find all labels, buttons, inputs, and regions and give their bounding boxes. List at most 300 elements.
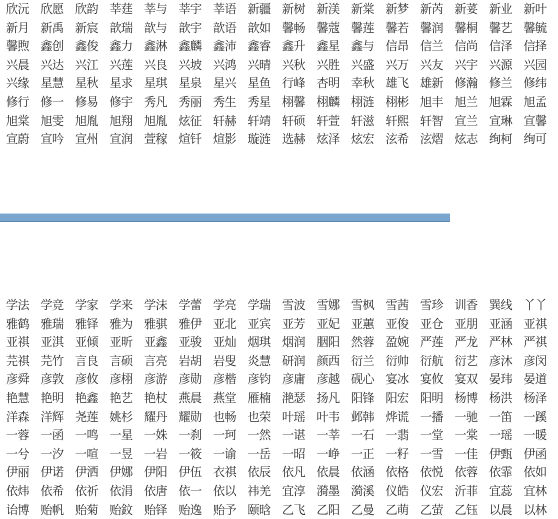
name-cell: 鑫睿 [248, 37, 283, 56]
name-cell: 耀丹 [144, 408, 179, 427]
name-cell: 耀勋 [179, 408, 214, 427]
name-cell: 亚灿 [213, 333, 248, 352]
name-cell: 亚昕 [110, 333, 145, 352]
name-cell: 宣琳 [489, 112, 524, 131]
name-cell: 以林 [524, 501, 558, 519]
name-cell: 炎慧 [248, 352, 283, 371]
name-row [6, 463, 446, 482]
name-cell: 彦舜 [6, 370, 41, 389]
name-cell: 伊甄 [489, 445, 524, 464]
name-cell: 宣吟 [41, 130, 76, 149]
name-cell: 雅瑞 [41, 315, 76, 334]
name-cell: 艳艺 [110, 389, 145, 408]
name-cell: 依格 [386, 463, 421, 482]
name-cell: 一岳 [248, 445, 283, 464]
name-cell: 洋森 [6, 408, 41, 427]
name-cell: 新宸 [75, 19, 110, 38]
name-cell: 泫希 [386, 130, 421, 149]
name-grid-top [6, 0, 446, 149]
name-cell: 旭胤 [144, 112, 179, 131]
name-cell: 栩彬 [386, 93, 421, 112]
name-cell: 亚涵 [489, 315, 524, 334]
name-row [6, 333, 446, 352]
name-cell: 叶瑶 [282, 408, 317, 427]
name-cell: 贻帆 [41, 501, 76, 519]
name-cell: 以晨 [489, 501, 524, 519]
name-cell: 星秋 [75, 74, 110, 93]
name-cell: 星求 [110, 74, 145, 93]
name-cell: 一汐 [41, 445, 76, 464]
name-cell: 一蹊 [524, 408, 558, 427]
name-cell: 伊函 [524, 445, 558, 464]
name-cell: 贻菊 [75, 501, 110, 519]
name-cell: 亚鑫 [144, 333, 179, 352]
name-cell: 新业 [489, 0, 524, 19]
name-cell: 修宇 [110, 93, 145, 112]
name-cell: 也畅 [213, 408, 248, 427]
name-cell: 学家 [75, 296, 110, 315]
name-cell: 歆与 [144, 19, 179, 38]
name-cell: 依涓 [110, 482, 145, 501]
name-cell: 衍航 [420, 352, 455, 371]
name-row [6, 19, 446, 38]
name-cell: 严祺 [524, 333, 558, 352]
name-cell: 依唐 [144, 482, 179, 501]
name-row [6, 315, 446, 334]
name-cell: 炫泽 [317, 130, 352, 149]
name-cell: 璇涟 [248, 130, 283, 149]
name-cell: 岩叟 [213, 352, 248, 371]
name-row [6, 389, 446, 408]
name-cell: 一函 [41, 426, 76, 445]
name-cell: 宴双 [455, 370, 490, 389]
name-cell: 新月 [6, 19, 41, 38]
name-cell: 亚仓 [420, 315, 455, 334]
name-row [6, 501, 446, 519]
name-cell: 烟琪 [248, 333, 283, 352]
name-cell: 彦楷 [213, 370, 248, 389]
name-cell: 新梦 [386, 0, 421, 19]
name-cell: 乙飞 [282, 501, 317, 519]
name-cell: 旭丰 [420, 93, 455, 112]
name-cell: 幸秋 [351, 74, 386, 93]
name-cell: 栩涟 [351, 93, 386, 112]
name-cell: 言良 [75, 352, 110, 371]
name-cell: 鑫星 [317, 37, 352, 56]
name-cell: 馨蔻 [317, 19, 352, 38]
name-cell: 贻铎 [144, 501, 179, 519]
name-cell: 秀星 [248, 93, 283, 112]
name-cell: 旭雯 [41, 112, 76, 131]
name-cell: 轩硕 [282, 112, 317, 131]
name-cell: 颐晗 [248, 501, 283, 519]
name-cell: 乙萤 [420, 501, 455, 519]
name-cell: 也荣 [248, 408, 283, 427]
name-cell: 芫竹 [41, 352, 76, 371]
name-cell: 诒博 [6, 501, 41, 519]
name-cell: 轩智 [420, 112, 455, 131]
name-cell: 星琪 [144, 74, 179, 93]
name-cell: 鑫淋 [144, 37, 179, 56]
name-cell: 雄新 [420, 74, 455, 93]
name-cell: 兴宇 [455, 56, 490, 75]
name-cell: 彦庸 [282, 370, 317, 389]
name-cell: 伊伍 [179, 463, 214, 482]
name-cell: 乙阳 [317, 501, 352, 519]
name-cell: 衍帅 [386, 352, 421, 371]
name-cell: 馨若 [386, 19, 421, 38]
name-cell: 旭棠 [6, 112, 41, 131]
name-cell: 胭阳 [317, 333, 352, 352]
name-cell: 一谌 [282, 426, 317, 445]
name-cell: 彦钧 [248, 370, 283, 389]
name-row [6, 56, 446, 75]
name-cell: 艳明 [41, 389, 76, 408]
name-cell: 亚朋 [455, 315, 490, 334]
name-cell: 言亮 [144, 352, 179, 371]
name-cell: 旭胤 [75, 112, 110, 131]
name-cell: 彦沐 [489, 352, 524, 371]
name-cell: 馨润 [420, 19, 455, 38]
name-cell: 依希 [41, 482, 76, 501]
name-cell: 洋辉 [41, 408, 76, 427]
name-cell: 鑫力 [110, 37, 145, 56]
name-cell: 秀生 [213, 93, 248, 112]
name-cell: 新树 [282, 0, 317, 19]
name-cell: 欣沅 [6, 0, 41, 19]
name-cell: 莘莛 [110, 0, 145, 19]
name-cell: 衣祺 [213, 463, 248, 482]
name-cell: 一籽 [386, 445, 421, 464]
name-cell: 欣愿 [41, 0, 76, 19]
name-row [6, 352, 446, 371]
name-cell: 亚蕙 [351, 315, 386, 334]
name-cell: 学来 [110, 296, 145, 315]
name-cell: 依晨 [317, 463, 352, 482]
name-cell: 杏明 [317, 74, 352, 93]
name-cell: 巽线 [489, 296, 524, 315]
name-cell: 一兮 [6, 445, 41, 464]
name-cell: 兴源 [489, 56, 524, 75]
name-cell: 秀凡 [144, 93, 179, 112]
name-cell: 漪溪 [351, 482, 386, 501]
name-cell: 兴良 [144, 56, 179, 75]
name-cell: 兴坡 [179, 56, 214, 75]
name-cell: 学蕾 [179, 296, 214, 315]
name-cell: 阳锋 [351, 389, 386, 408]
name-cell: 新荽 [455, 0, 490, 19]
name-cell: 雅为 [110, 315, 145, 334]
name-cell: 一刹 [179, 426, 214, 445]
name-cell: 一峥 [317, 445, 352, 464]
name-cell: 兴园 [524, 56, 558, 75]
name-cell: 彦攸 [75, 370, 110, 389]
name-cell: 宜淳 [282, 482, 317, 501]
name-cell: 修瀚 [455, 74, 490, 93]
name-cell: 鑫创 [41, 37, 76, 56]
name-cell: 歆如 [248, 19, 283, 38]
name-cell: 艳鑫 [75, 389, 110, 408]
name-cell: 泫熠 [420, 130, 455, 149]
name-cell: 彦越 [317, 370, 352, 389]
name-cell: 雪珍 [420, 296, 455, 315]
name-cell: 雪茜 [386, 296, 421, 315]
name-cell: 雪枫 [351, 296, 386, 315]
name-cell: 一岩 [144, 445, 179, 464]
name-cell: 兴晴 [248, 56, 283, 75]
name-cell: 雅铎 [75, 315, 110, 334]
name-cell: 一星 [110, 426, 145, 445]
name-cell: 旭孟 [524, 93, 558, 112]
name-grid-bottom [6, 296, 446, 519]
name-cell: 馨艺 [489, 19, 524, 38]
name-cell: 贻逸 [179, 501, 214, 519]
name-cell: 炫志 [455, 130, 490, 149]
name-cell: 杨洪 [489, 389, 524, 408]
name-cell: 新芮 [420, 0, 455, 19]
name-cell: 乙钰 [455, 501, 490, 519]
name-cell: 兴晨 [6, 56, 41, 75]
name-cell: 芫祺 [6, 352, 41, 371]
name-cell: 烨谎 [386, 408, 421, 427]
name-cell: 亚宾 [248, 315, 283, 334]
name-cell: 轩熙 [386, 112, 421, 131]
name-cell: 伊诺 [41, 463, 76, 482]
name-cell: 伊阳 [144, 463, 179, 482]
name-cell: 宜林 [524, 482, 558, 501]
name-cell: 旭兰 [455, 93, 490, 112]
name-cell: 秀丽 [179, 93, 214, 112]
name-cell: 行峰 [282, 74, 317, 93]
name-cell: 一堂 [420, 426, 455, 445]
name-cell: 伊娜 [110, 463, 145, 482]
name-cell: 丫丫 [524, 296, 558, 315]
name-row [6, 112, 446, 131]
name-row [6, 296, 446, 315]
name-cell: 鑫与 [351, 37, 386, 56]
name-row [6, 445, 446, 464]
name-cell: 旭翔 [110, 112, 145, 131]
name-cell: 扬凡 [317, 389, 352, 408]
name-cell: 炫征 [179, 112, 214, 131]
name-cell: 信泽 [489, 37, 524, 56]
name-cell: 兴莲 [110, 56, 145, 75]
name-cell: 一棠 [455, 426, 490, 445]
name-cell: 雅骐 [144, 315, 179, 334]
name-cell: 歆语 [213, 19, 248, 38]
name-cell: 宴攸 [420, 370, 455, 389]
name-cell: 尧莲 [75, 408, 110, 427]
name-cell: 馨莲 [351, 19, 386, 38]
name-cell: 新叶 [524, 0, 558, 19]
name-cell: 一喧 [75, 445, 110, 464]
name-cell: 鑫俊 [75, 37, 110, 56]
name-cell: 艳杖 [144, 389, 179, 408]
name-cell: 雅伊 [179, 315, 214, 334]
name-cell: 信尚 [455, 37, 490, 56]
name-cell: 严龙 [455, 333, 490, 352]
name-cell: 依涵 [351, 463, 386, 482]
name-cell: 信择 [524, 37, 558, 56]
name-cell: 新禹 [41, 19, 76, 38]
name-cell: 严林 [489, 333, 524, 352]
name-cell: 叶韦 [317, 408, 352, 427]
name-cell: 雪娜 [317, 296, 352, 315]
name-cell: 兴缘 [6, 74, 41, 93]
name-cell: 歆宇 [179, 19, 214, 38]
name-cell: 轩萱 [317, 112, 352, 131]
name-cell: 依炜 [6, 482, 41, 501]
name-cell: 轩赫 [213, 112, 248, 131]
name-cell: 鑫麟 [179, 37, 214, 56]
name-cell: 亚骏 [179, 333, 214, 352]
name-row [6, 0, 446, 19]
name-cell: 煊钎 [179, 130, 214, 149]
name-row [6, 426, 446, 445]
name-cell: 兴盛 [351, 56, 386, 75]
section-divider [0, 213, 450, 222]
name-cell: 依如 [524, 463, 558, 482]
name-cell: 一鸣 [75, 426, 110, 445]
name-cell: 馨煦 [6, 37, 41, 56]
name-cell: 彦闵 [524, 352, 558, 371]
name-cell: 兴万 [386, 56, 421, 75]
name-cell: 言硕 [110, 352, 145, 371]
name-cell: 兴友 [420, 56, 455, 75]
name-cell: 一莘 [317, 426, 352, 445]
name-row [6, 370, 446, 389]
name-cell: 宣润 [110, 130, 145, 149]
name-cell: 新渼 [317, 0, 352, 19]
name-cell: 衍艺 [455, 352, 490, 371]
name-cell: 轩靖 [248, 112, 283, 131]
name-cell: 雄飞 [386, 74, 421, 93]
name-cell: 燕堂 [213, 389, 248, 408]
name-cell: 宣兰 [455, 112, 490, 131]
name-cell: 鑫沛 [213, 37, 248, 56]
name-cell: 然蓉 [351, 333, 386, 352]
name-cell: 学法 [6, 296, 41, 315]
name-cell: 一雪 [420, 445, 455, 464]
name-cell: 依悦 [420, 463, 455, 482]
name-cell: 雪波 [282, 296, 317, 315]
name-cell: 彦游 [144, 370, 179, 389]
name-cell: 歆瑞 [110, 19, 145, 38]
name-cell: 滟瑟 [282, 389, 317, 408]
name-cell: 兴鸿 [213, 56, 248, 75]
name-cell: 亚俊 [386, 315, 421, 334]
name-cell: 晏玮 [489, 370, 524, 389]
name-cell: 学亮 [213, 296, 248, 315]
name-cell: 伊丽 [6, 463, 41, 482]
name-cell: 炫宏 [351, 130, 386, 149]
name-cell: 岩胡 [179, 352, 214, 371]
name-cell: 贻予 [213, 501, 248, 519]
name-cell: 新疆 [248, 0, 283, 19]
name-row [6, 482, 446, 501]
name-cell: 杨泽 [524, 389, 558, 408]
name-cell: 盈婉 [386, 333, 421, 352]
name-cell: 选赫 [282, 130, 317, 149]
name-cell: 阳明 [420, 389, 455, 408]
name-cell: 馨畅 [282, 19, 317, 38]
name-row [6, 37, 446, 56]
name-cell: 学瑞 [248, 296, 283, 315]
name-cell: 彦勋 [179, 370, 214, 389]
name-cell: 一瑶 [489, 426, 524, 445]
name-row [6, 93, 446, 112]
name-cell: 亚倾 [75, 333, 110, 352]
name-cell: 晏道 [524, 370, 558, 389]
name-cell: 彦栩 [110, 370, 145, 389]
name-cell: 严莲 [420, 333, 455, 352]
name-cell: 兴江 [75, 56, 110, 75]
name-cell: 欣韵 [75, 0, 110, 19]
name-cell: 姚杉 [110, 408, 145, 427]
name-cell: 轩滋 [351, 112, 386, 131]
name-cell: 兴胜 [317, 56, 352, 75]
name-cell: 仪宏 [420, 482, 455, 501]
name-cell: 馨毓 [524, 19, 558, 38]
name-cell: 宣州 [75, 130, 110, 149]
name-cell: 依祈 [75, 482, 110, 501]
name-cell: 贻鈫 [110, 501, 145, 519]
name-cell: 一珂 [213, 426, 248, 445]
name-cell: 研润 [282, 352, 317, 371]
name-cell: 一石 [351, 426, 386, 445]
name-cell: 萱稼 [144, 130, 179, 149]
name-cell: 亚芳 [282, 315, 317, 334]
name-cell: 莘与 [144, 0, 179, 19]
name-cell: 雁楠 [248, 389, 283, 408]
name-cell: 乙曼 [351, 501, 386, 519]
name-cell: 依蓉 [455, 463, 490, 482]
name-cell: 一昱 [110, 445, 145, 464]
name-cell: 彦敦 [41, 370, 76, 389]
name-cell: 砚心 [351, 370, 386, 389]
name-cell: 栩麟 [317, 93, 352, 112]
name-cell: 信昂 [386, 37, 421, 56]
name-cell: 绚可 [524, 130, 558, 149]
name-cell: 修纬 [524, 74, 558, 93]
name-cell: 修一 [41, 93, 76, 112]
name-cell: 一正 [351, 445, 386, 464]
name-cell: 绚柯 [489, 130, 524, 149]
name-cell: 燕晨 [179, 389, 214, 408]
name-cell: 一谕 [213, 445, 248, 464]
name-cell: 宴冰 [386, 370, 421, 389]
name-cell: 学沫 [144, 296, 179, 315]
name-cell: 学竞 [41, 296, 76, 315]
name-cell: 煊影 [213, 130, 248, 149]
name-cell: 伊洒 [75, 463, 110, 482]
name-cell: 沂菲 [455, 482, 490, 501]
name-cell: 乙萌 [386, 501, 421, 519]
name-cell: 亚祺 [524, 315, 558, 334]
name-cell: 修兰 [489, 74, 524, 93]
name-cell: 颜西 [317, 352, 352, 371]
name-cell: 星兴 [213, 74, 248, 93]
name-cell: 兴达 [41, 56, 76, 75]
name-cell: 亚祺 [6, 333, 41, 352]
name-cell: 一昭 [282, 445, 317, 464]
name-cell: 阳宏 [386, 389, 421, 408]
name-cell: 祎羌 [248, 482, 283, 501]
name-cell: 仪皓 [386, 482, 421, 501]
name-cell: 星慧 [41, 74, 76, 93]
name-cell: 依以 [213, 482, 248, 501]
name-cell: 兴秋 [282, 56, 317, 75]
